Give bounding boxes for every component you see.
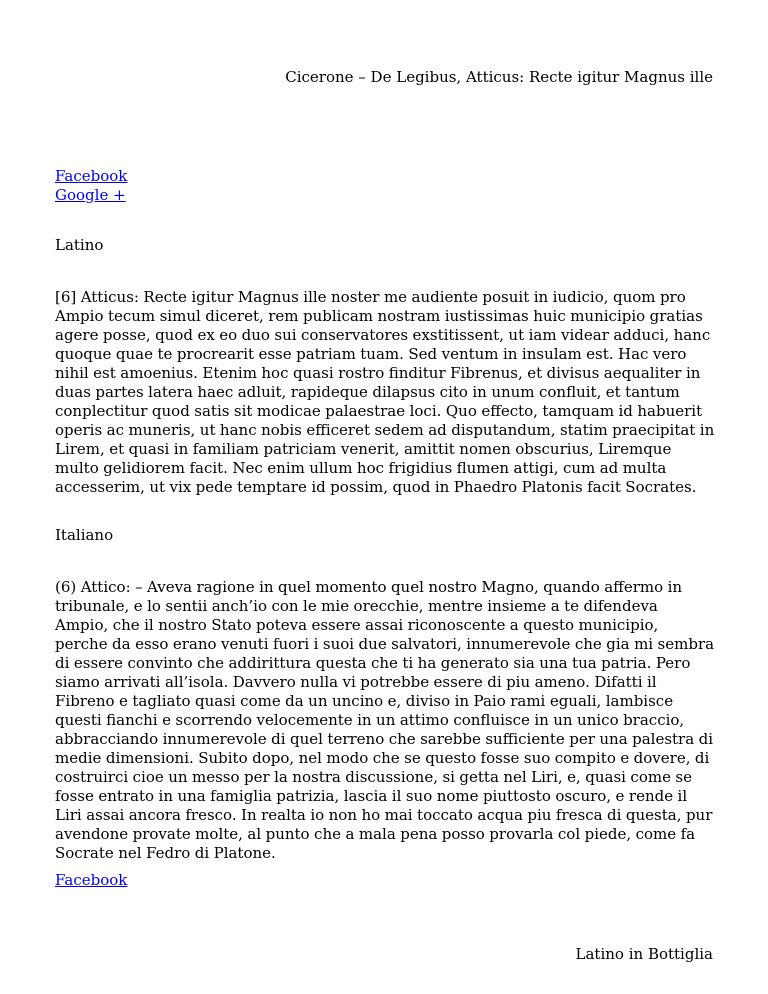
footer-site-name: Latino in Bottiglia [575, 945, 713, 963]
footer-facebook-link[interactable]: Facebook [55, 871, 128, 889]
latin-text-paragraph: [6] Atticus: Recte igitur Magnus ille noster me audiente posuit in iudicio, quom pro Ampio tecum simul diceret, rem publicam nostram iustissimas huic municipio gratias agere posse, quod ex eo duo sui conservatores exstitissent, ut iam videar adduci, hanc quoque quae te procrearit esse patriam tuam. Sed ventum in insulam est. Hac vero nihil est amoenius. Etenim hoc quasi rostro finditur Fibrenus, et divisus aequaliter in duas partes latera haec adluit, rapideque dilapsus cito in unum confluit, et tantum conplectitur quod satis sit modicae palaestrae loci. Quo effecto, tamquam id habuerit operis ac muneris, ut hanc nobis efficeret sedem ad disputandum, statim praecipitat in Lirem, et quasi in familiam patriciam venerit, amittit nomen obscurius, Liremque multo gelidiorem facit. Nec enim ullum hoc frigidius flumen attigi, cum ad multa accesserim, ut vix pede temptare id possim, quod in Phaedro Platonis facit Socrates. [55, 288, 715, 496]
google-plus-share-link[interactable]: Google + [55, 186, 126, 204]
page-title: Cicerone – De Legibus, Atticus: Recte igitur Magnus ille [285, 68, 713, 86]
facebook-share-link[interactable]: Facebook [55, 167, 128, 185]
share-links [55, 167, 127, 205]
footer-share-links [55, 871, 127, 890]
italian-section-heading: Italiano [55, 526, 114, 544]
italian-text-paragraph: (6) Attico: – Aveva ragione in quel momento quel nostro Magno, quando affermo in tribunale, e lo sentii anch’io con le mie orecchie, mentre insieme a te difendeva Ampio, che il nostro Stato poteva essere assai riconoscente a questo municipio, perche da esso erano venuti fuori i suoi due salvatori, innumerevole che gia mi sembra di essere convinto che addirittura questa che ti ha generato sia una tua patria. Pero siamo arrivati all’isola. Davvero nulla vi potrebbe essere di piu ameno. Difatti il Fibreno e tagliato quasi come da un uncino e, diviso in Paio rami eguali, lambisce questi fianchi e scorrendo velocemente in un attimo confluisce in un unico braccio, abbracciando innumerevole di quel terreno che sarebbe sufficiente per una palestra di medie dimensioni. Subito dopo, nel modo che se questo fosse suo compito e dovere, di costruirci cioe un messo per la nostra discussione, si getta nel Liri, e, quasi come se fosse entrato in una famiglia patrizia, lascia il suo nome piuttosto oscuro, e rende il Liri assai ancora fresco. In realta io non ho mai toccato acqua piu fresca di questa, pur avendone provate molte, al punto che a mala pena posso provarla col piede, come fa Socrate nel Fedro di Platone. [55, 578, 715, 862]
latin-section-heading: Latino [55, 236, 104, 254]
